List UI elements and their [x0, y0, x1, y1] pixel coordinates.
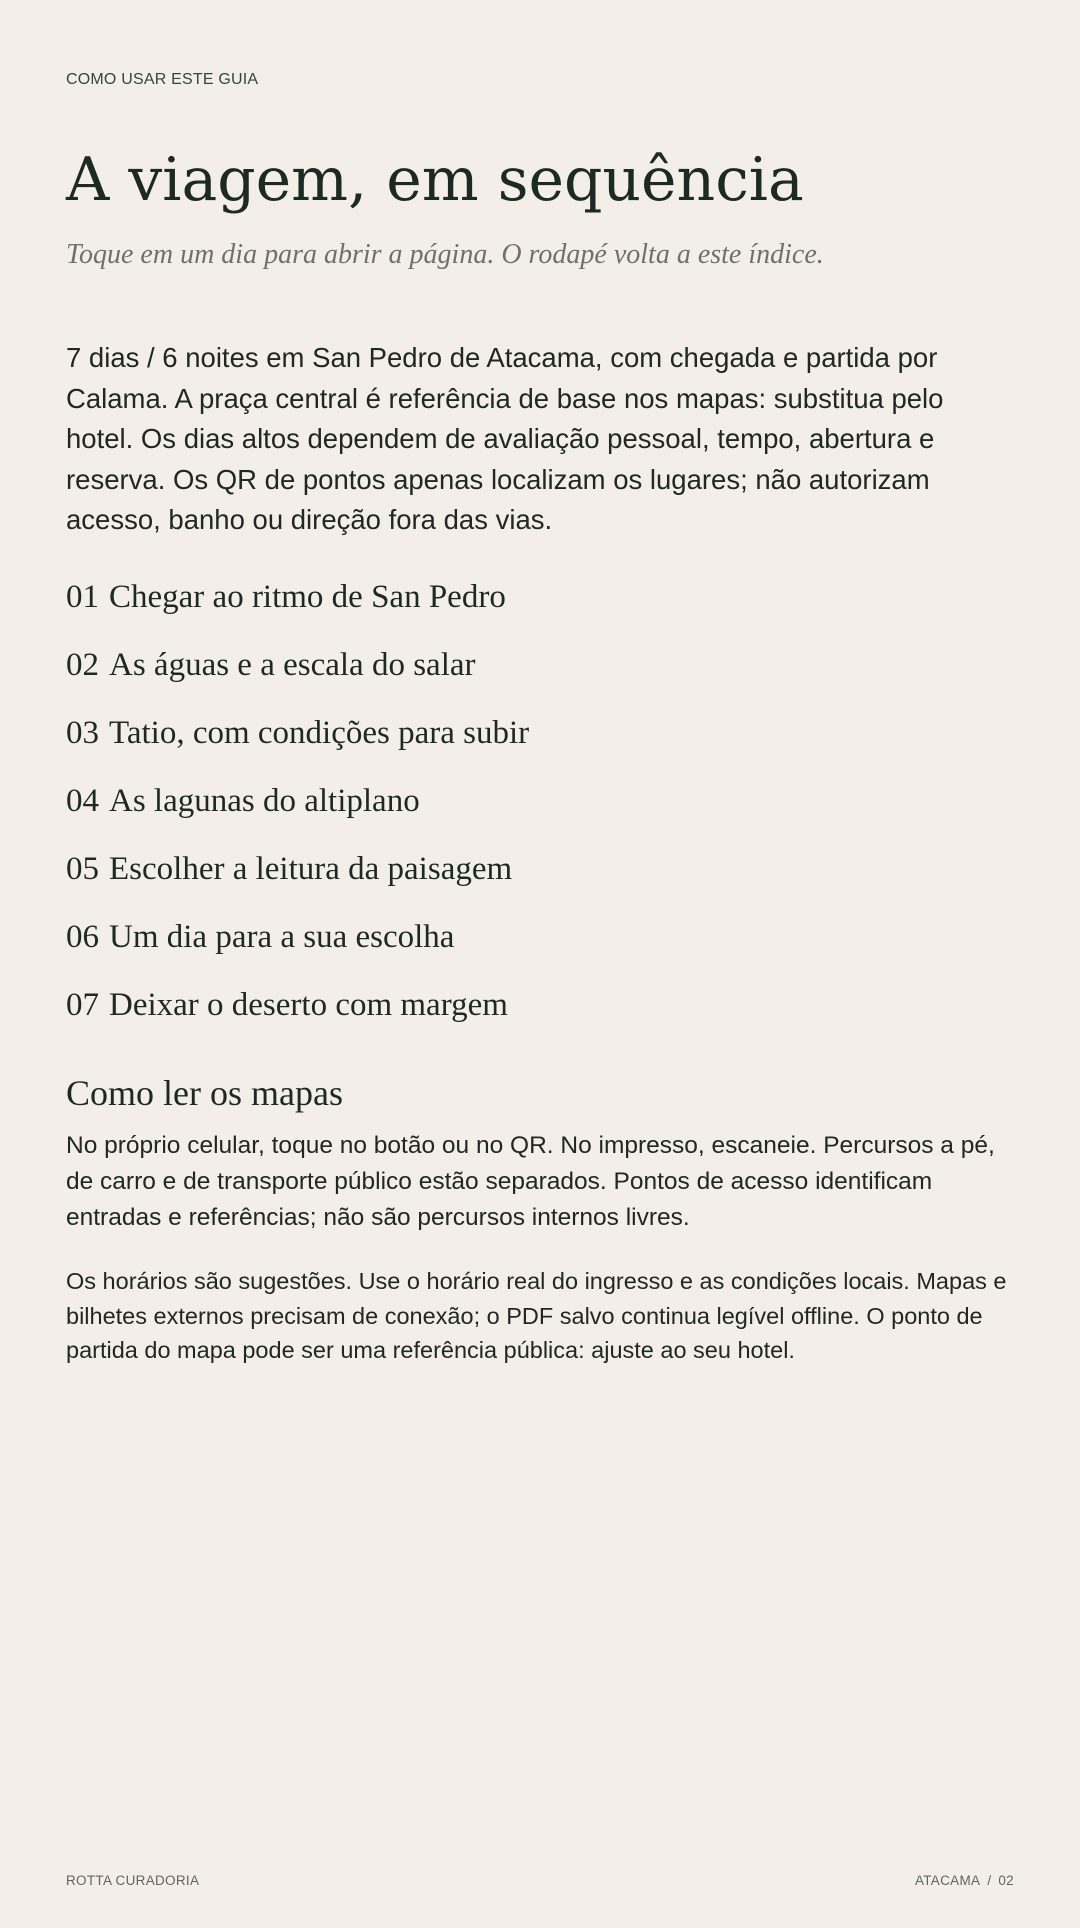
footer-page-number: 02 [998, 1873, 1014, 1888]
day-number: 05 [66, 851, 99, 887]
footer-page-info [915, 1873, 1014, 1888]
day-link-06[interactable] [66, 912, 529, 980]
eyebrow-label: COMO USAR ESTE GUIA [66, 71, 259, 88]
day-index [66, 572, 529, 1048]
maps-section-title: Como ler os mapas [66, 1073, 343, 1113]
day-number: 07 [66, 987, 99, 1023]
maps-paragraph-1: No próprio celular, toque no botão ou no QR. No impresso, escaneie. Percursos a pé, de carro e de transporte público estão separados. Pontos de acesso identificam entradas e referências; não são percursos internos livres. [66, 1132, 995, 1231]
day-number: 03 [66, 715, 99, 751]
day-title: As lagunas do altiplano [109, 783, 420, 819]
day-link-03[interactable] [66, 708, 529, 776]
day-title: Escolher a leitura da paisagem [109, 851, 513, 887]
day-title: As águas e a escala do salar [109, 647, 476, 683]
day-number: 02 [66, 647, 99, 683]
footer-brand: ROTTA CURADORIA [66, 1873, 200, 1888]
day-number: 06 [66, 919, 99, 955]
maps-paragraph-2: Os horários são sugestões. Use o horário real do ingresso e as condições locais. Mapas e bilhetes externos precisam de conexão; o PDF salvo continua legível offline. O ponto de partida do mapa pode ser uma referência pública: ajuste ao seu hotel. [66, 1268, 1007, 1363]
day-title: Um dia para a sua escolha [109, 919, 455, 955]
day-number: 01 [66, 579, 99, 615]
page-subtitle: Toque em um dia para abrir a página. O rodapé volta a este índice. [66, 239, 824, 270]
day-title: Chegar ao ritmo de San Pedro [109, 579, 506, 615]
day-link-05[interactable] [66, 844, 529, 912]
day-number: 04 [66, 783, 99, 819]
footer-separator: / [987, 1873, 992, 1888]
day-title: Tatio, com condições para subir [109, 715, 530, 751]
footer-place: ATACAMA [914, 1873, 981, 1888]
intro-paragraph: 7 dias / 6 noites em San Pedro de Atacama, com chegada e partida por Calama. A praça central é referência de base nos mapas: substitua pelo hotel. Os dias altos dependem de avaliação pessoal, tempo, abertura e reserva. Os QR de pontos apenas localizam os lugares; não autorizam acesso, banho ou direção fora das vias. [66, 342, 944, 535]
day-link-02[interactable] [66, 640, 529, 708]
day-link-01[interactable] [66, 572, 529, 640]
day-title: Deixar o deserto com margem [109, 987, 508, 1023]
day-link-07[interactable] [66, 980, 529, 1048]
day-link-04[interactable] [66, 776, 529, 844]
page-title: A viagem, em sequência [66, 145, 804, 215]
